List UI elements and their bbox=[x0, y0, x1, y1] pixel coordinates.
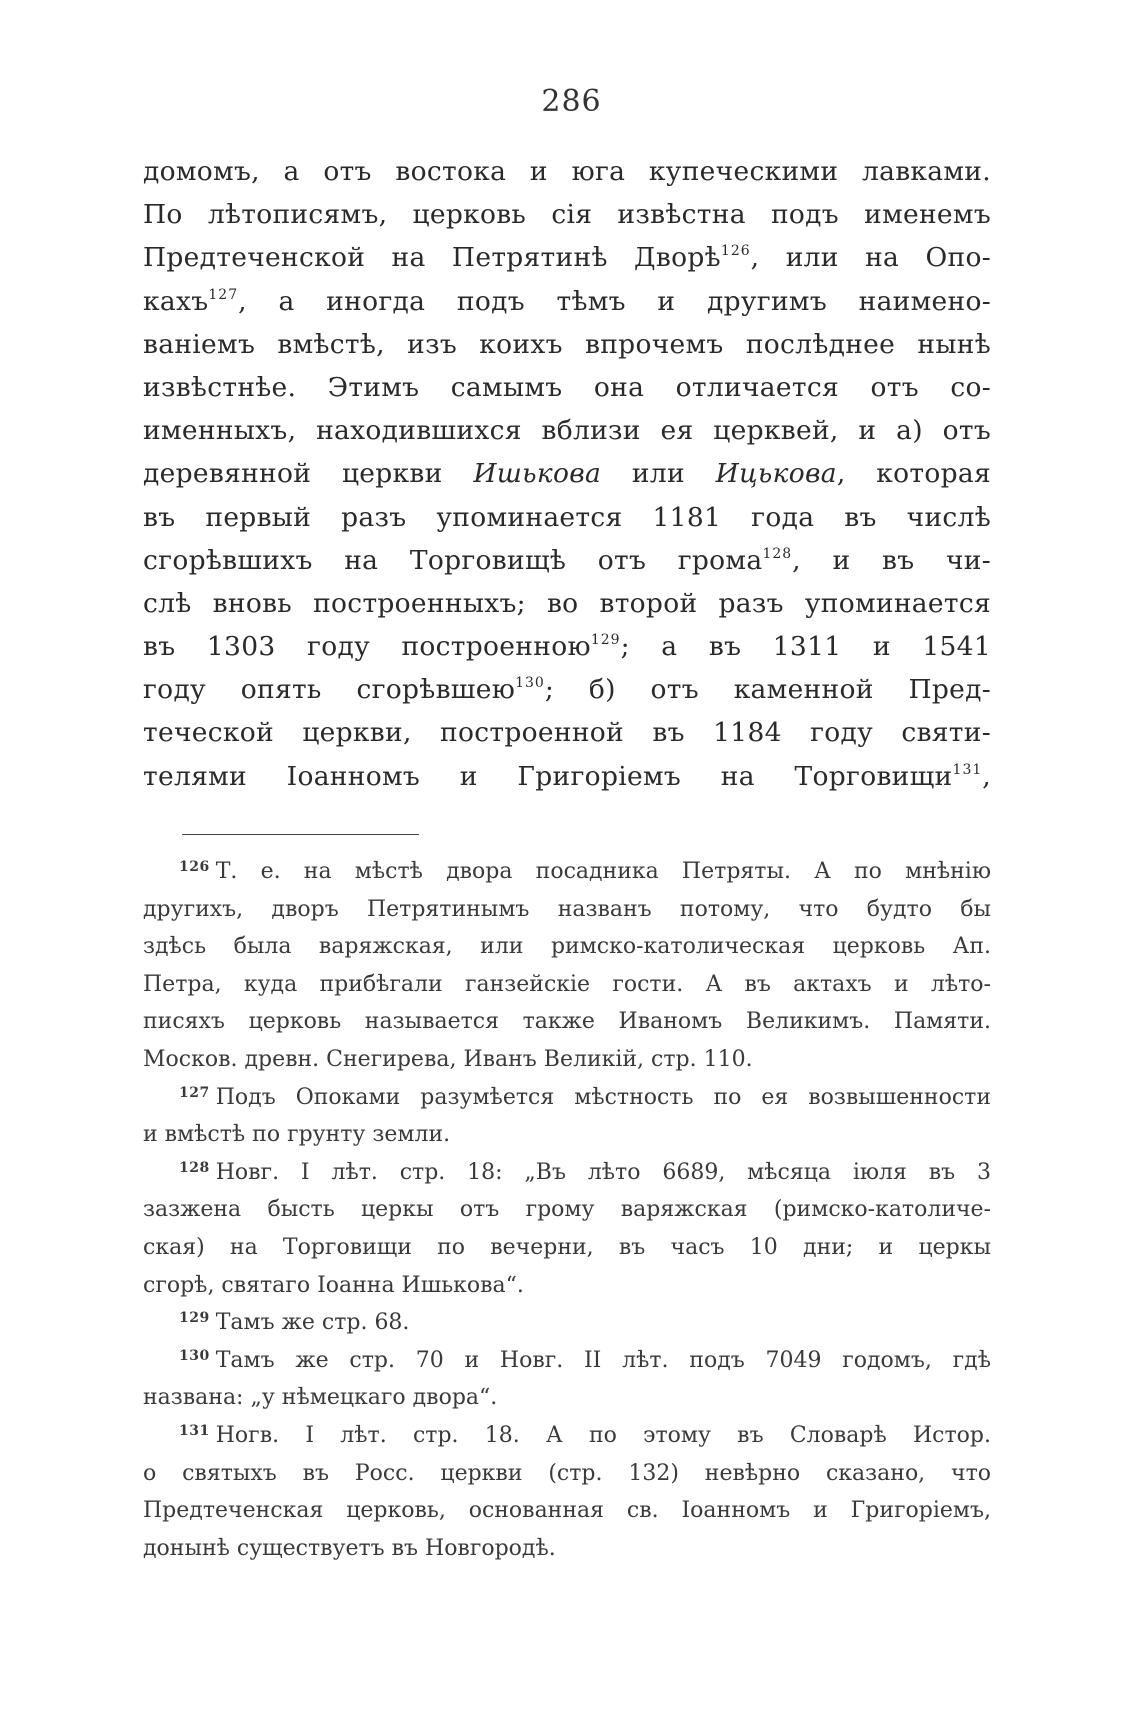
footnote-ref: 131 bbox=[952, 761, 983, 778]
footnote-line: сгорѣ, святаго Іоанна Ишькова“. bbox=[143, 1272, 524, 1298]
text-line: Предтеченской на Петрятинѣ Дворѣ$^{126}$, или на Опо- bbox=[143, 242, 991, 274]
footnote-line: и вмѣстѣ по грунту земли. bbox=[143, 1122, 451, 1148]
footnote-number: 131 bbox=[179, 1422, 210, 1439]
page-number: 286 bbox=[541, 84, 602, 119]
text-line: телями Іоанномъ и Григоріемъ на Торговищи$^{131}$, bbox=[143, 760, 991, 792]
text-line: слѣ вновь построенныхъ; во второй разъ упоминается bbox=[143, 587, 991, 619]
footnote-ref: 129 bbox=[590, 632, 621, 649]
footnote-number: 128 bbox=[179, 1159, 210, 1176]
italic-name: Ишькова bbox=[473, 458, 602, 490]
footnote-ref: 128 bbox=[762, 545, 793, 562]
text-line: ваніемъ вмѣстѣ, изъ коихъ впрочемъ послѣднее нынѣ bbox=[143, 328, 991, 360]
footnote-line: писяхъ церковь называется также Иваномъ Великимъ. Памяти. bbox=[143, 1009, 991, 1035]
footnote-line: $^{131}$ Ногв. I лѣт. стр. 18. А по этому въ Словарѣ Истор. bbox=[179, 1422, 991, 1448]
text-line: деревянной церкви Ишькова или Ицькова, которая bbox=[143, 458, 991, 490]
footnote-line: зазжена бысть церкы отъ грому варяжская (римско-католиче- bbox=[143, 1197, 991, 1223]
text-line: году опять сгорѣвшею$^{130}$; б) отъ каменной Пред- bbox=[143, 674, 991, 706]
footnotes bbox=[143, 853, 991, 1567]
footnote-ref: 130 bbox=[515, 675, 545, 692]
footnote-line: другихъ, дворъ Петрятинымъ названъ потому, что будто бы bbox=[143, 896, 991, 922]
italic-name: Ицькова bbox=[715, 458, 837, 490]
text-line: теческой церкви, построенной въ 1184 году святи- bbox=[143, 717, 991, 749]
footnote-line: $^{129}$ Тамъ же стр. 68. bbox=[179, 1310, 410, 1336]
text-line: извѣстнѣе. Этимъ самымъ она отличается отъ со- bbox=[143, 371, 991, 403]
footnote-ref: 126 bbox=[720, 243, 751, 260]
text-line: въ первый разъ упоминается 1181 года въ числѣ bbox=[143, 501, 991, 533]
footnote-line: $^{126}$ Т. е. на мѣстѣ двора посадника Петряты. А по мнѣнію bbox=[179, 859, 991, 884]
footnote-number: 126 bbox=[179, 859, 210, 875]
footnote-line: Предтеченская церковь, основанная св. Іоанномъ и Григоріемъ, bbox=[143, 1498, 991, 1524]
footnote-line: донынѣ существуетъ въ Новгородѣ. bbox=[143, 1535, 556, 1561]
footnote-line: о святыхъ въ Росс. церкви (стр. 132) невѣрно сказано, что bbox=[143, 1460, 991, 1486]
footnote-line: $^{128}$ Новг. I лѣт. стр. 18: „Въ лѣто 6689, мѣсяца іюля въ 3 bbox=[179, 1159, 991, 1185]
text-line: сгорѣвшихъ на Торговищѣ отъ грома$^{128}$, и въ чи- bbox=[143, 544, 991, 576]
footnote-line: Москов. древн. Снегирева, Иванъ Великій, стр. 110. bbox=[143, 1046, 753, 1072]
footnote-number: 130 bbox=[179, 1347, 210, 1364]
text-line: въ 1303 году построенною$^{129}$; а въ 1311 и 1541 bbox=[143, 631, 991, 663]
text-line: кахъ$^{127}$, а иногда подъ тѣмъ и другимъ наименo- bbox=[143, 285, 991, 317]
footnote-number: 127 bbox=[179, 1084, 210, 1101]
text-line: именныхъ, находившихся вблизи ея церквей, и а) отъ bbox=[143, 415, 991, 447]
footnote-number: 129 bbox=[179, 1310, 210, 1327]
footnote-line: Петра, куда прибѣгали ганзейскіе гости. А въ актахъ и лѣто- bbox=[143, 971, 991, 997]
footnote-line: ская) на Торговищи по вечерни, въ часъ 10 дни; и церкы bbox=[143, 1234, 991, 1260]
text-line: домомъ, а отъ востока и юга купеческими лавками. bbox=[143, 156, 991, 187]
footnote-line: $^{130}$ Тамъ же стр. 70 и Новг. II лѣт. подъ 7049 годомъ, гдѣ bbox=[179, 1347, 991, 1373]
footnote-line: названа: „у нѣмецкаго двора“. bbox=[143, 1385, 498, 1411]
text-line: По лѣтописямъ, церковь сія извѣстна подъ именемъ bbox=[143, 199, 991, 231]
footnote-divider bbox=[182, 834, 419, 835]
footnote-line: $^{127}$ Подъ Опоками разумѣется мѣстность по ея возвышенности bbox=[179, 1084, 991, 1110]
footnote-line: здѣсь была варяжская, или римско-католическая церковь Ап. bbox=[143, 934, 991, 960]
footnote-ref: 127 bbox=[208, 286, 239, 303]
main-text bbox=[143, 150, 991, 798]
